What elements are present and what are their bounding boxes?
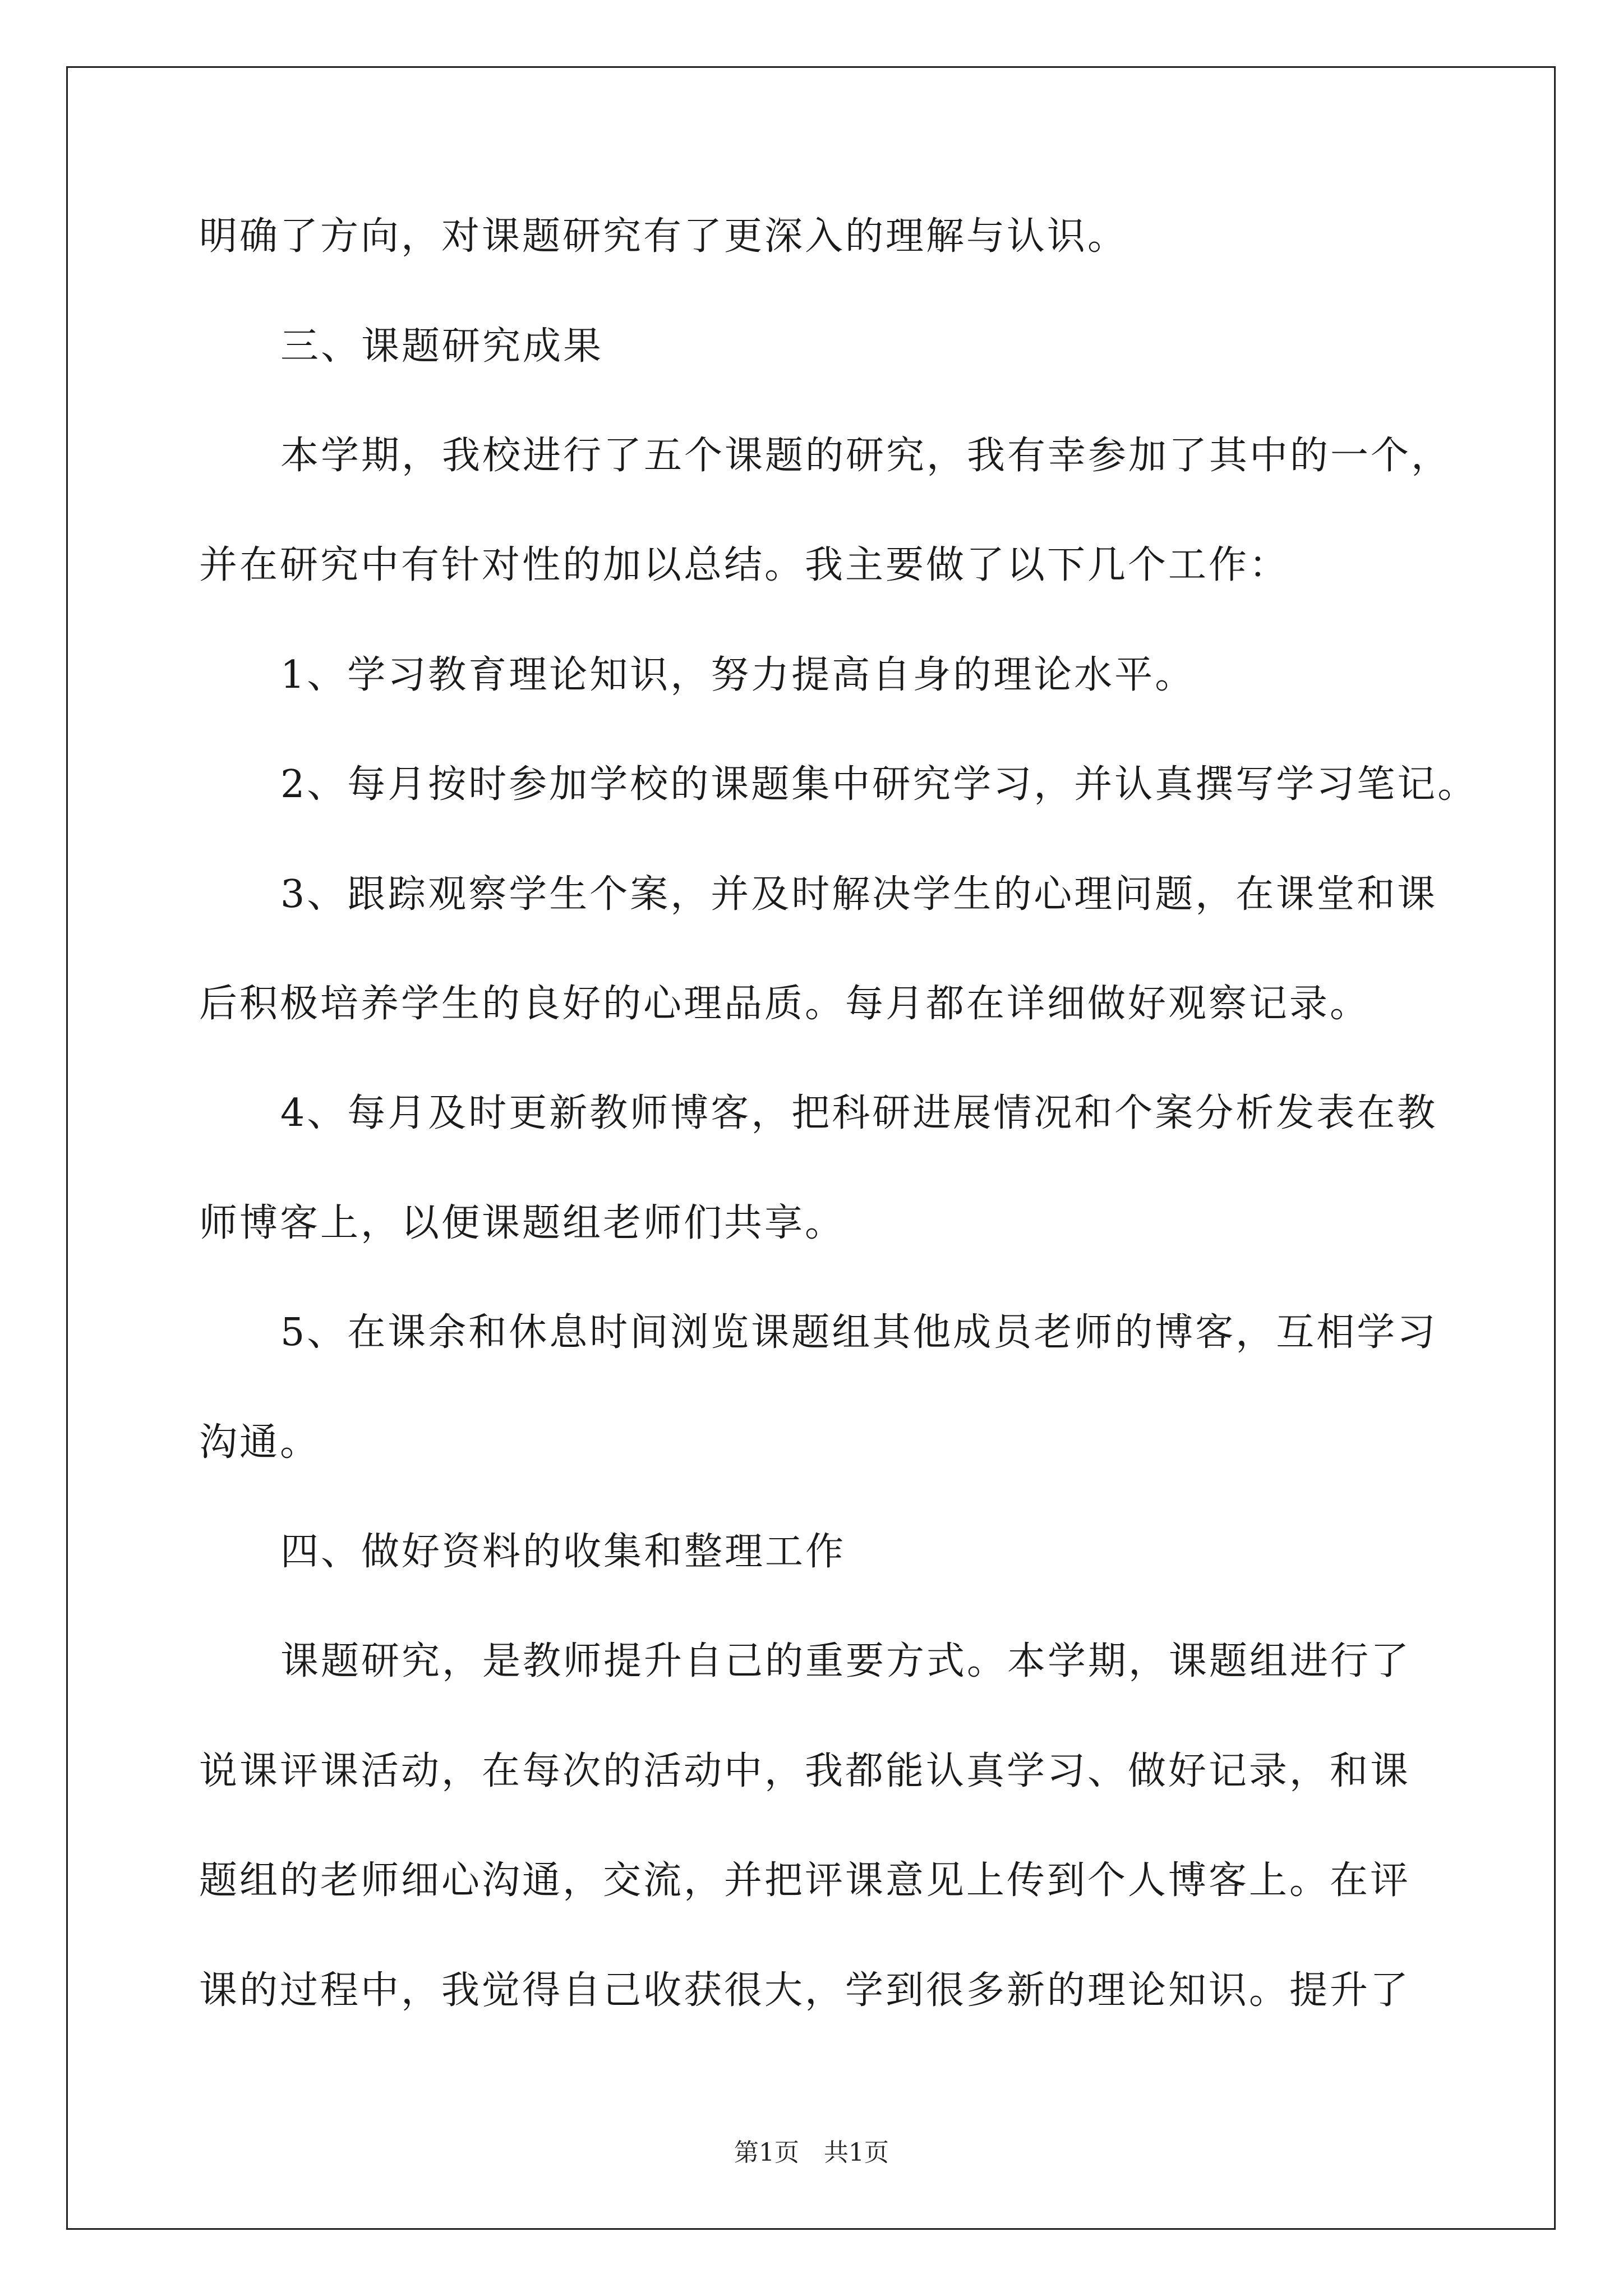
text-line: 并在研究中有针对性的加以总结。我主要做了以下几个工作： [199, 543, 1290, 587]
list-item: 2、每月按时参加学校的课题集中研究学习，并认真撰写学习笔记。 [280, 762, 1478, 807]
page-number: 第1页 共1页 [734, 2138, 889, 2167]
text-line: 课的过程中，我觉得自己收获很大，学到很多新的理论知识。提升了 [199, 1968, 1411, 2013]
text-line: 课题研究，是教师提升自己的重要方式。本学期，课题组进行了 [280, 1639, 1412, 1683]
text-line: 本学期，我校进行了五个课题的研究，我有幸参加了其中的一个， [280, 434, 1452, 478]
text-line: 题组的老师细心沟通，交流，并把评课意见上传到个人博客上。在评 [199, 1858, 1411, 1903]
list-item: 3、跟踪观察学生个案，并及时解决学生的心理问题，在课堂和课 [280, 872, 1438, 917]
text-line: 后积极培养学生的良好的心理品质。每月都在详细做好观察记录。 [199, 982, 1371, 1026]
list-item: 5、在课余和休息时间浏览课题组其他成员老师的博客，互相学习 [280, 1310, 1438, 1355]
text-line: 说课评课活动，在每次的活动中，我都能认真学习、做好记录，和课 [199, 1749, 1411, 1793]
list-item: 4、每月及时更新教师博客，把科研进展情况和个案分析发表在教 [280, 1091, 1438, 1135]
list-item: 1、学习教育理论知识，努力提高自身的理论水平。 [280, 653, 1196, 697]
text-line: 明确了方向，对课题研究有了更深入的理解与认识。 [199, 214, 1128, 259]
page-border [66, 66, 1556, 2230]
section-heading: 四、做好资料的收集和整理工作 [280, 1530, 846, 1574]
text-line: 沟通。 [199, 1420, 321, 1465]
text-line: 师博客上，以便课题组老师们共享。 [199, 1201, 846, 1245]
section-heading: 三、课题研究成果 [280, 324, 604, 369]
